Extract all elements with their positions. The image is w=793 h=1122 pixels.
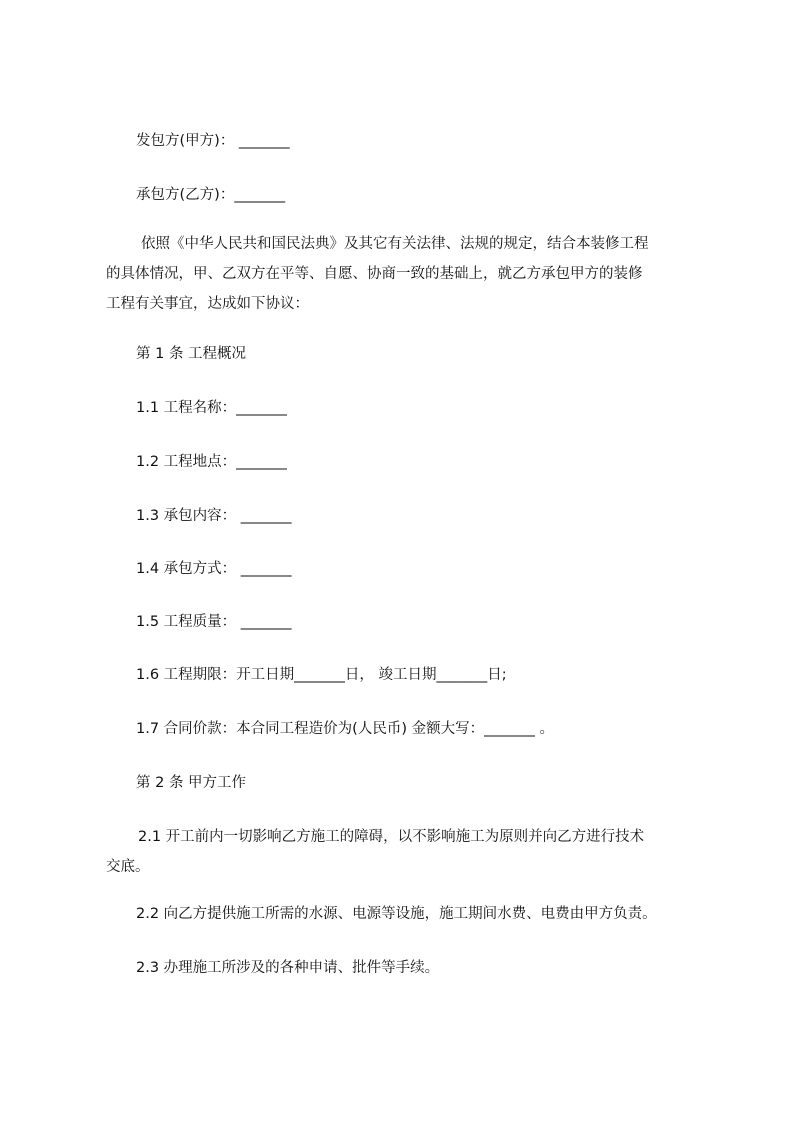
preamble-line-2: 的具体情况，甲、乙双方在平等、自愿、协商一致的基础上，就乙方承包甲方的装修 [106, 266, 643, 282]
article-1-item-1: 1.1 工程名称：_______ [136, 400, 287, 416]
article-2-item-1 [106, 822, 701, 882]
article-1-item-7: 1.7 合同价款：本合同工程造价为(人民币) 金额大写：_______ 。 [136, 721, 554, 737]
preamble-line-3: 工程有关事宜，达成如下协议： [106, 296, 309, 312]
article-1-item-3: 1.3 承包内容： _______ [136, 508, 292, 524]
article-1-item-6: 1.6 工程期限：开工日期_______日， 竣工日期_______日; [136, 667, 507, 683]
article-2-item-2: 2.2 向乙方提供施工所需的水源、电源等设施，施工期间水费、电费由甲方负责。 [136, 906, 657, 922]
article-1-item-2: 1.2 工程地点：_______ [136, 454, 287, 470]
party-a-line: 发包方(甲方)： _______ [136, 133, 290, 149]
article-2-item-3: 2.3 办理施工所涉及的各种申请、批件等手续。 [136, 960, 440, 976]
article-1-item-5: 1.5 工程质量： _______ [136, 614, 292, 630]
preamble-paragraph [106, 229, 701, 319]
article-2-heading: 第 2 条 甲方工作 [136, 775, 247, 791]
article-2-item-1-line-1: 2.1 开工前内一切影响乙方施工的障碍，以不影响施工为原则并向乙方进行技术 [138, 829, 645, 845]
article-1-item-4: 1.4 承包方式： _______ [136, 561, 292, 577]
preamble-line-1: 依照《中华人民共和国民法典》及其它有关法律、法规的规定，结合本装修工程 [141, 236, 649, 252]
article-1-heading: 第 1 条 工程概况 [136, 346, 247, 362]
article-2-item-1-line-2: 交底。 [106, 859, 150, 875]
party-b-line: 承包方(乙方)：_______ [136, 187, 286, 203]
